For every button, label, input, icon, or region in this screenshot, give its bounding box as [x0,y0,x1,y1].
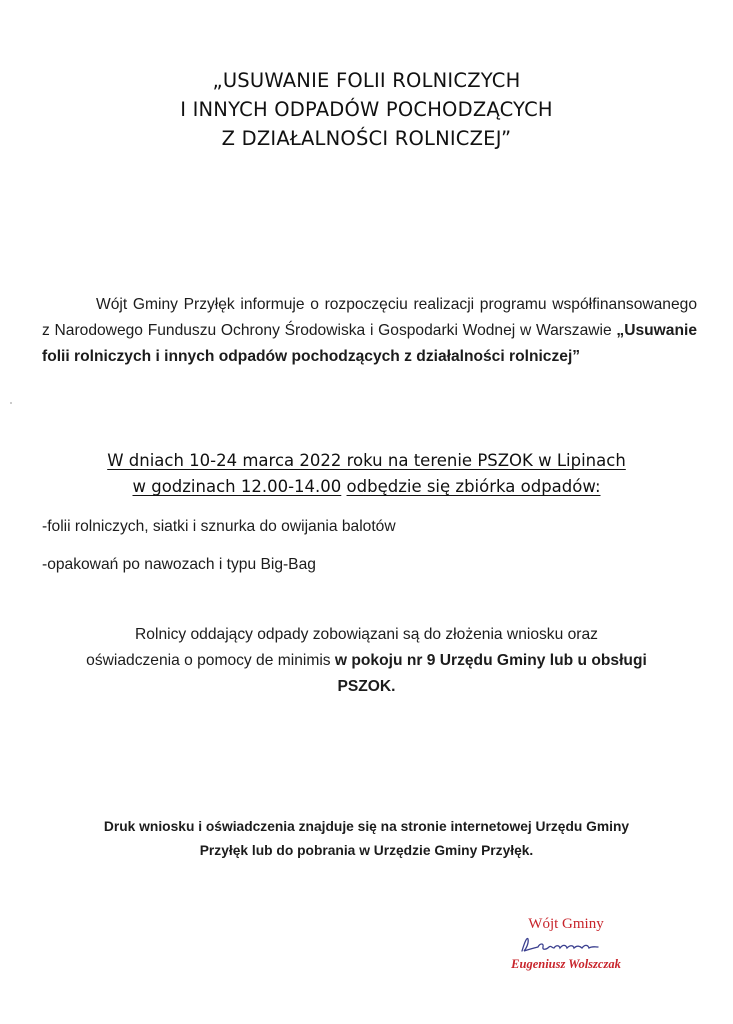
farmers-line-2 [0,648,733,674]
program-name: „Usuwanie folii rolniczych i innych odpadów pochodzących z działalności rolniczej” [42,322,697,365]
title-line-2: I INNYCH ODPADÓW POCHODZĄCYCH [180,98,553,121]
list-item: -opakowań po nawozach i typu Big-Bag [42,556,316,573]
farmers-paragraph [0,622,733,700]
signature-icon [516,935,616,955]
waste-items-list [42,514,682,590]
title-line-1: „USUWANIE FOLII ROLNICZYCH [212,69,521,92]
list-item: -folii rolniczych, siatki i sznurka do owijania balotów [42,518,396,535]
intro-text: Wójt Gminy Przyłęk informuje o rozpoczęciu realizacji programu współfinansowanego z Narodowego Funduszu Ochrony Środowiska i Gospodarki Wodnej w Warszawie [42,296,697,339]
print-info-line-1: Druk wniosku i oświadczenia znajduje się na stronie internetowej Urzędu Gminy [103,819,630,834]
farmers-line-2-text: oświadczenia o pomocy de minimis [86,652,335,669]
farmers-line-1: Rolnicy oddający odpady zobowiązani są do złożenia wniosku oraz [135,626,598,643]
collection-notice [0,448,733,500]
stamp-name: Eugeniusz Wolszczak [511,957,621,971]
notice-hours: w godzinach 12.00-14.00 [132,477,342,496]
notice-date-line: W dniach 10-24 marca 2022 roku na terenie PSZOK w Lipinach [107,451,626,470]
notice-hours-line [0,474,733,500]
title-line-3: Z DZIAŁALNOŚCI ROLNICZEJ” [221,127,512,150]
office-location: w pokoju nr 9 Urzędu Gminy lub u obsługi [334,652,647,669]
scan-speck [10,402,12,404]
intro-paragraph [42,292,697,370]
stamp-office: Wójt Gminy [528,916,604,932]
farmers-line-3: PSZOK. [337,678,396,695]
form-download-info [0,815,733,863]
document-title [0,66,733,153]
official-stamp [476,914,656,973]
print-info-line-2: Przyłęk lub do pobrania w Urzędzie Gminy Przyłęk. [199,843,534,858]
notice-collection-text: odbędzie się zbiórka odpadów: [346,477,601,496]
